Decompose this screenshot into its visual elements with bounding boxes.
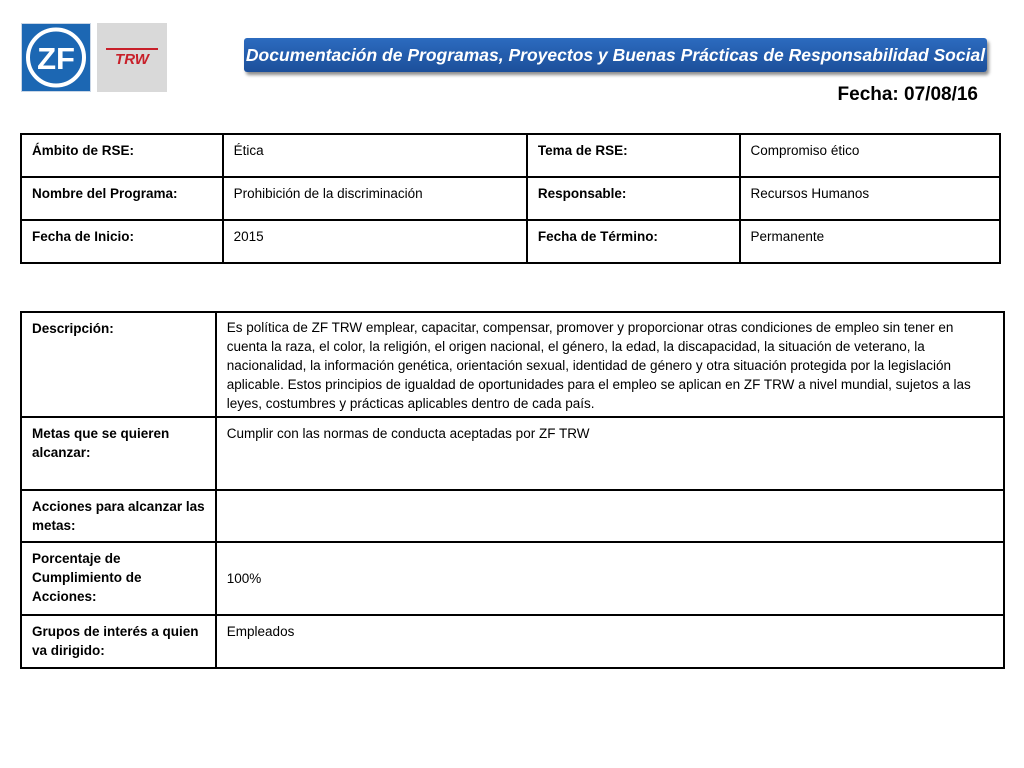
- tema-label: Tema de RSE:: [527, 134, 740, 177]
- acciones-value: [216, 490, 1004, 542]
- metas-label: Metas que se quieren alcanzar:: [21, 417, 216, 490]
- table-row: [21, 177, 1000, 220]
- termino-label: Fecha de Término:: [527, 220, 740, 263]
- table-row: [21, 134, 1000, 177]
- table-row: [21, 220, 1000, 263]
- programa-label: Nombre del Programa:: [21, 177, 223, 220]
- table-row: [21, 490, 1004, 542]
- inicio-label: Fecha de Inicio:: [21, 220, 223, 263]
- porcentaje-label: Porcentaje de Cumplimiento de Acciones:: [21, 542, 216, 615]
- acciones-label: Acciones para alcanzar las metas:: [21, 490, 216, 542]
- responsable-label: Responsable:: [527, 177, 740, 220]
- table-row: [21, 615, 1004, 668]
- metas-value: Cumplir con las normas de conducta aceptadas por ZF TRW: [216, 417, 1004, 490]
- descripcion-label: Descripción:: [21, 312, 216, 417]
- ambito-label: Ámbito de RSE:: [21, 134, 223, 177]
- trw-logo-text: TRW: [115, 50, 149, 68]
- termino-value: Permanente: [740, 220, 1000, 263]
- zf-logo-text: ZF: [37, 41, 75, 76]
- zf-logo: [21, 23, 91, 92]
- porcentaje-value: 100%: [216, 542, 1004, 615]
- table-row: [21, 312, 1004, 417]
- table-row: [21, 417, 1004, 490]
- descripcion-value: Es política de ZF TRW emplear, capacitar, compensar, promover y proporcionar otras condiciones de empleo sin tener en cuenta la raza, el color, la religión, el origen nacional, el género, la edad, la discapacidad, la situación de veterano, la nacionalidad, la información genética, orientación sexual, identidad de género y otra situación protegida por la legislación aplicable. Estos principios de igualdad de oportunidades para el empleo se aplican en ZF TRW a nivel mundial, sujetos a las leyes, costumbres y prácticas aplicables dentro de cada país.: [216, 312, 1004, 417]
- info-table: [20, 133, 1001, 264]
- inicio-value: 2015: [223, 220, 527, 263]
- grupos-label: Grupos de interés a quien va dirigido:: [21, 615, 216, 668]
- programa-value: Prohibición de la discriminación: [223, 177, 527, 220]
- page-title: Documentación de Programas, Proyectos y Buenas Prácticas de Responsabilidad Social: [244, 38, 987, 72]
- detail-table: [20, 311, 1005, 669]
- document-date: Fecha: 07/08/16: [837, 84, 978, 105]
- responsable-value: Recursos Humanos: [740, 177, 1000, 220]
- trw-logo: [97, 23, 167, 92]
- table-row: [21, 542, 1004, 615]
- grupos-value: Empleados: [216, 615, 1004, 668]
- ambito-value: Ética: [223, 134, 527, 177]
- tema-value: Compromiso ético: [740, 134, 1000, 177]
